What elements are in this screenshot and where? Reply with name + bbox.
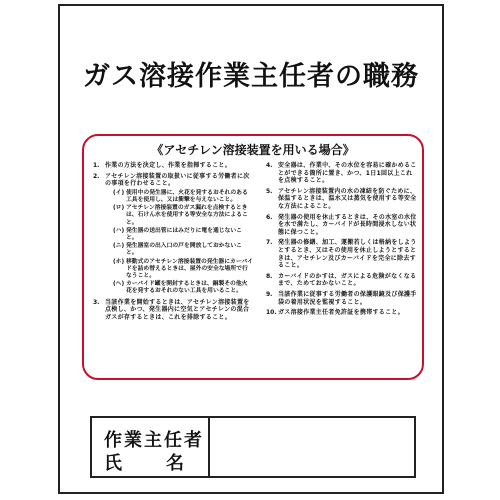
field-label-line1: 作業主任者 <box>104 430 204 451</box>
field-label-line2 <box>104 449 186 475</box>
supervisor-name-field <box>90 416 416 478</box>
section-title: 《アセチレン溶接装置を用いる場合》 <box>151 143 355 157</box>
duty-item: 10. ガス溶接作業主任者免許証を携帯すること。 <box>266 309 405 317</box>
sub-item: (ニ) 発生器室の出入口の戸を開放しておかないこと。 <box>113 243 242 257</box>
duties-panel <box>82 134 424 380</box>
safety-sign <box>58 4 444 494</box>
duty-item: 7. 発生器の修繕、加工、運搬若しくは格納をしようとするとき、又はその使用を休止しようとするときは、アセチレン及びカーバイドを完全に除去すること。 <box>266 239 417 270</box>
sign-title: ガス溶接作業主任者の職務 <box>83 61 419 92</box>
sub-item: (ホ) 移動式のアセチレン溶接装置の発生器にカーバイドを詰め替えるときは、屋外の安全な場所で行なうこと。 <box>113 258 253 280</box>
right-column <box>266 162 418 320</box>
left-column <box>93 162 253 324</box>
duty-item: 9. 当該作業に従事する労働者の保護眼鏡及び保護手袋の着用状況を監視すること。 <box>266 290 417 306</box>
duty-item: 8. カーバイドのかすは、ガスによる危険がなくなるまで、ためておかないこと。 <box>266 272 417 288</box>
sub-item-list <box>113 190 253 296</box>
field-label-mei: 名 <box>166 453 186 474</box>
sub-item: (イ) 使用中の発生器に、火花を発するおそれのある工具を使用し、又は衝撃を与えないこと。 <box>113 189 248 203</box>
name-value-area[interactable] <box>210 418 414 476</box>
field-label-shi: 氏 <box>104 453 124 474</box>
sub-item: (ヘ) カーバイド罐を開封するときは、銅製その他火花を発するおそれのない工具を用いること。 <box>113 281 248 295</box>
duty-item: 3. 当該作業を開始するときは、アセチレン溶接装置を点検し、かつ、発生器内に空気とアセチレンの混合ガスが存するときは、これを排除すること。 <box>93 298 250 321</box>
sub-item: (ロ) アセチレン溶接装置のガス漏れを点検するときは、石けん水を使用する等安全な方法によること。 <box>113 205 248 226</box>
field-label <box>92 418 210 476</box>
sub-item: (ハ) 発生器の送出管にはみだりに電を通じないこと。 <box>113 227 242 241</box>
duty-item: 2. アセチレン溶接装置の取扱いに従事する労働者に次の事項を行わせること。 <box>93 172 250 188</box>
duty-item: 6. 発生器の使用を休止するときは、その水室の水位を水で満たし、カーバイドが長時間浸水しない状態に保つこと。 <box>266 213 417 236</box>
duty-item: 4. 安全器は、作業中、その水位を容易に確かめることができる箇所に置き、かつ、1日1回以上これを点検すること。 <box>266 162 417 185</box>
duty-item: 5. アセチレン溶接装置内の水の凍結を防ぐために、保温するときは、温水又は蒸気を使用する等安全な方法によること。 <box>266 187 417 210</box>
duty-item: 1. 作業の方法を決定し、作業を指揮すること。 <box>93 162 232 169</box>
